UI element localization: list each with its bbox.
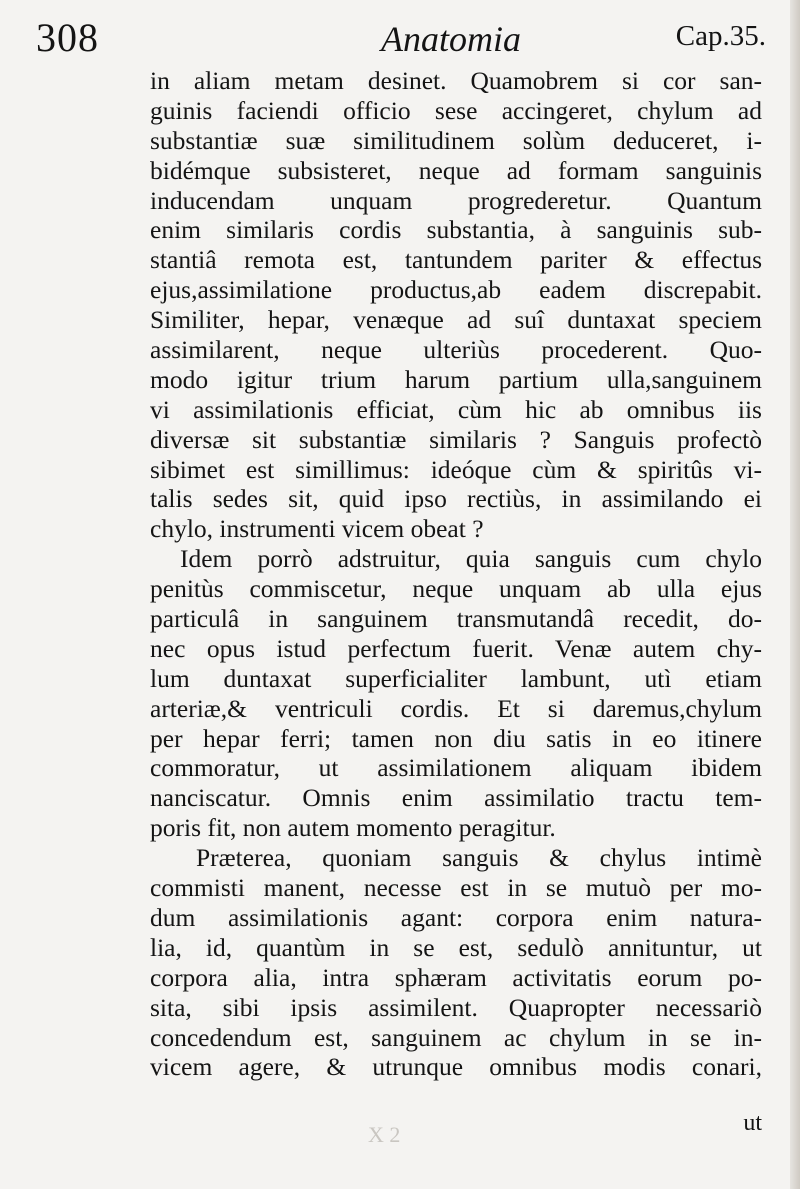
chapter-reference: Cap.35.	[675, 20, 766, 52]
text-line: inducendam unquam progrederetur. Quantum	[150, 185, 762, 215]
text-line: concedendum est, sanguinem ac chylum in se in-	[150, 1022, 762, 1052]
text-line: dum assimilationis agant: corpora enim natura-	[150, 902, 762, 932]
text-line: vicem agere, & utrunque omnibus modis conari,	[150, 1052, 762, 1082]
page-number: 308	[36, 15, 99, 60]
text-line: corpora alia, intra sphæram activitatis eorum po-	[150, 962, 762, 992]
text-line: per hepar ferri; tamen non diu satis in eo itinere	[150, 723, 762, 753]
text-line: particulâ in sanguinem transmutandâ recedit, do-	[150, 604, 762, 634]
text-line: sita, sibi ipsis assimilent. Quapropter necessariò	[150, 992, 762, 1022]
text-line: Idem porrò adstruitur, quia sanguis cum chylo	[180, 544, 762, 574]
text-line: guinis faciendi officio sese accingeret, chylum ad	[150, 95, 762, 125]
text-line: nanciscatur. Omnis enim assimilatio tractu tem-	[150, 783, 762, 813]
text-line: enim similaris cordis substantia, à sanguinis sub-	[150, 215, 762, 245]
page-header	[36, 14, 766, 66]
text-line: vi assimilationis efficiat, cùm hic ab omnibus iis	[150, 394, 762, 424]
text-line: commisti manent, necesse est in se mutuò per mo-	[150, 873, 762, 903]
text-line: modo igitur trium harum partium ulla,sanguinem	[150, 364, 762, 394]
text-line: stantiâ remota est, tantundem pariter & effectus	[150, 245, 762, 275]
text-line: ejus,assimilatione productus,ab eadem discrepabit.	[150, 275, 762, 305]
text-line: commoratur, ut assimilationem aliquam ibidem	[150, 753, 762, 783]
text-line: nec opus istud perfectum fuerit. Venæ autem chy-	[150, 633, 762, 663]
text-line: in aliam metam desinet. Quamobrem si cor san-	[150, 66, 762, 95]
signature-mark: X 2	[368, 1122, 401, 1147]
text-line: poris fit, non autem momento peragitur.	[150, 813, 556, 843]
catchword: ut	[743, 1110, 762, 1136]
text-line: talis sedes sit, quid ipso rectiùs, in assimilando ei	[150, 484, 762, 514]
text-line: Similiter, hepar, venæque ad suî duntaxat speciem	[150, 305, 762, 335]
text-line: Præterea, quoniam sanguis & chylus intimè	[196, 843, 762, 873]
text-line: lia, id, quantùm in se est, sedulò annituntur, ut	[150, 932, 762, 962]
text-line: arteriæ,& ventriculi cordis. Et si daremus,chylum	[150, 693, 762, 723]
text-line: diversæ sit substantiæ similaris ? Sanguis profectò	[150, 424, 762, 454]
text-line: lum duntaxat superficialiter lambunt, utì etiam	[150, 663, 762, 693]
text-line: penitùs commiscetur, neque unquam ab ulla ejus	[150, 574, 762, 604]
running-title: Anatomia	[381, 19, 521, 59]
body-text	[150, 66, 762, 1082]
text-line: bidémque subsisteret, neque ad formam sanguinis	[150, 155, 762, 185]
text-line: sibimet est simillimus: ideóque cùm & spiritûs vi-	[150, 454, 762, 484]
text-line: substantiæ suæ similitudinem solùm deduceret, i-	[150, 125, 762, 155]
text-line: assimilarent, neque ulteriùs procederent. Quo-	[150, 335, 762, 365]
text-line: chylo, instrumenti vicem obeat ?	[150, 514, 484, 544]
